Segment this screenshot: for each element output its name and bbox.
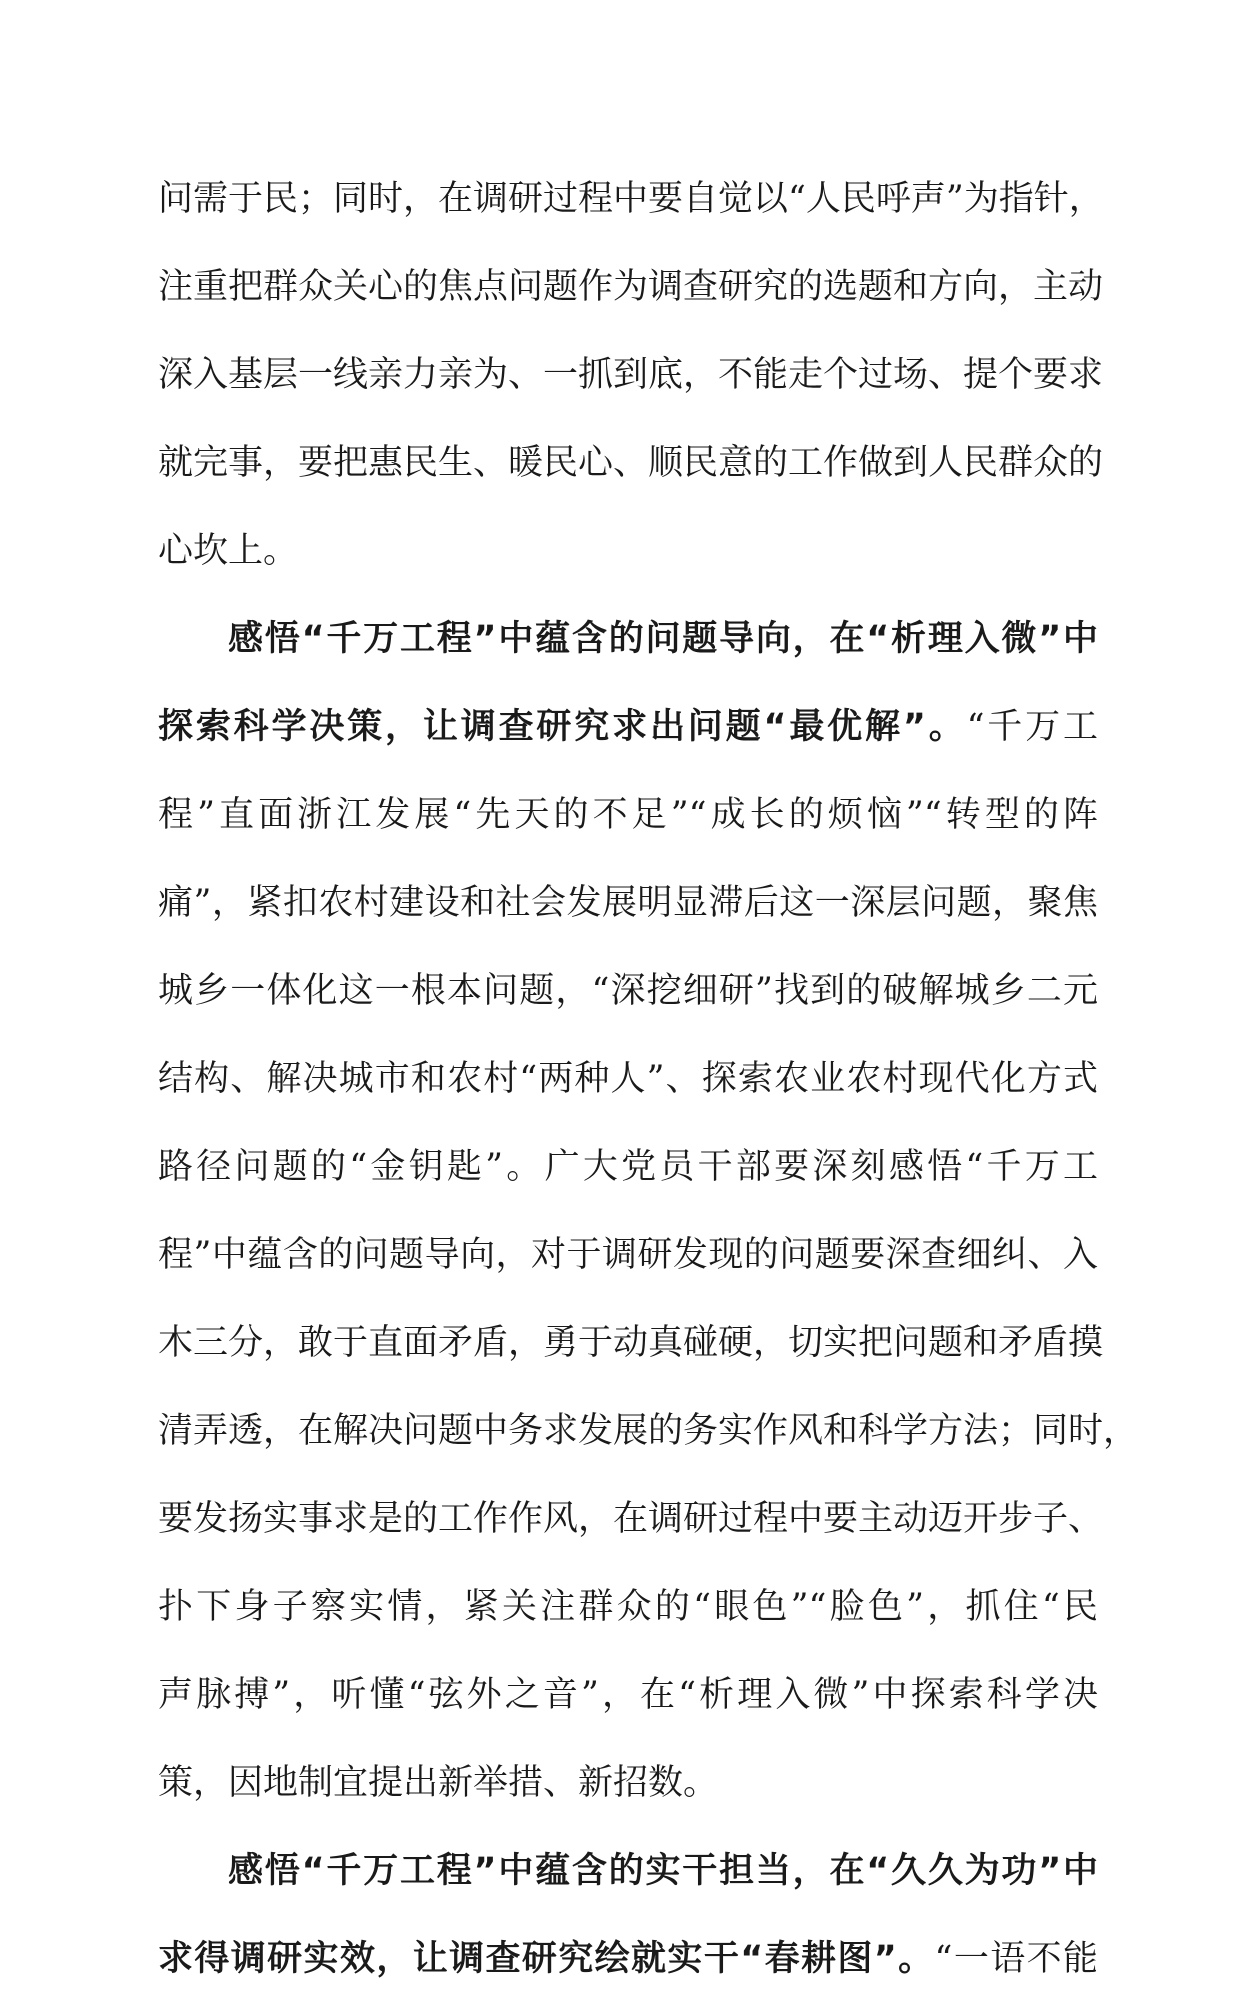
paragraph-2-lead-text-2: 探索科学决策，让调查研究求出问题“最优解”。: [158, 707, 967, 747]
paragraph-2-line-14: 策，因地制宜提出新举措、新招数。: [158, 1763, 719, 1803]
paragraph-3-lead-line-1: [158, 1827, 1098, 1915]
paragraph-2-line-6: 结构、解决城市和农村“两种人”、探索农业农村现代化方式: [158, 1059, 1098, 1099]
paragraph-2-line-8: 程”中蕴含的问题导向，对于调研发现的问题要深查细纠、入: [158, 1235, 1098, 1275]
paragraph-3-line-2-rest: “一语不能: [934, 1939, 1098, 1979]
paragraph-2-line-2: [158, 683, 1098, 771]
paragraph-2-line-3: 程”直面浙江发展“先天的不足”“成长的烦恼”“转型的阵: [158, 795, 1098, 835]
paragraph-2-line-7: 路径问题的“金钥匙”。广大党员干部要深刻感悟“千万工: [158, 1147, 1098, 1187]
paragraph-1-line-2: 注重把群众关心的焦点问题作为调查研究的选题和方向，主动: [158, 267, 1104, 307]
paragraph-2-line-12: 扑下身子察实情，紧关注群众的“眼色”“脸色”，抓住“民: [158, 1587, 1098, 1627]
paragraph-2-line-9: 木三分，敢于直面矛盾，勇于动真碰硬，切实把问题和矛盾摸: [158, 1323, 1104, 1363]
paragraph-2-line-10: 清弄透，在解决问题中务求发展的务实作风和科学方法；同时，: [158, 1411, 1139, 1451]
paragraph-2-line-13: 声脉搏”，听懂“弦外之音”，在“析理入微”中探索科学决: [158, 1675, 1098, 1715]
paragraph-2-line-2-rest: “千万工: [966, 707, 1098, 747]
paragraph-3-lead-text-2: 求得调研实效，让调查研究绘就实干“春耕图”。: [158, 1939, 935, 1979]
paragraph-3-lead-text-1: 感悟“千万工程”中蕴含的实干担当，在“久久为功”中: [228, 1851, 1098, 1891]
paragraph-2-lead-text-1: 感悟“千万工程”中蕴含的问题导向，在“析理入微”中: [228, 619, 1098, 659]
paragraph-1-line-3: 深入基层一线亲力亲为、一抓到底，不能走个过场、提个要求: [158, 355, 1104, 395]
paragraph-2-line-4: 痛”，紧扣农村建设和社会发展明显滞后这一深层问题，聚焦: [158, 883, 1098, 923]
paragraph-1-line-5: 心坎上。: [158, 531, 299, 571]
paragraph-2-lead-line-1: [158, 595, 1098, 683]
paragraph-3-line-2: [158, 1915, 1098, 2003]
paragraph-2-line-11: 要发扬实事求是的工作作风，在调研过程中要主动迈开步子、: [158, 1499, 1104, 1539]
paragraph-1-line-1: 问需于民；同时，在调研过程中要自觉以“人民呼声”为指针，: [158, 179, 1104, 219]
document-body: [158, 155, 1139, 2003]
paragraph-2-line-5: 城乡一体化这一根本问题，“深挖细研”找到的破解城乡二元: [158, 971, 1098, 1011]
paragraph-1-line-4: 就完事，要把惠民生、暖民心、顺民意的工作做到人民群众的: [158, 443, 1104, 483]
